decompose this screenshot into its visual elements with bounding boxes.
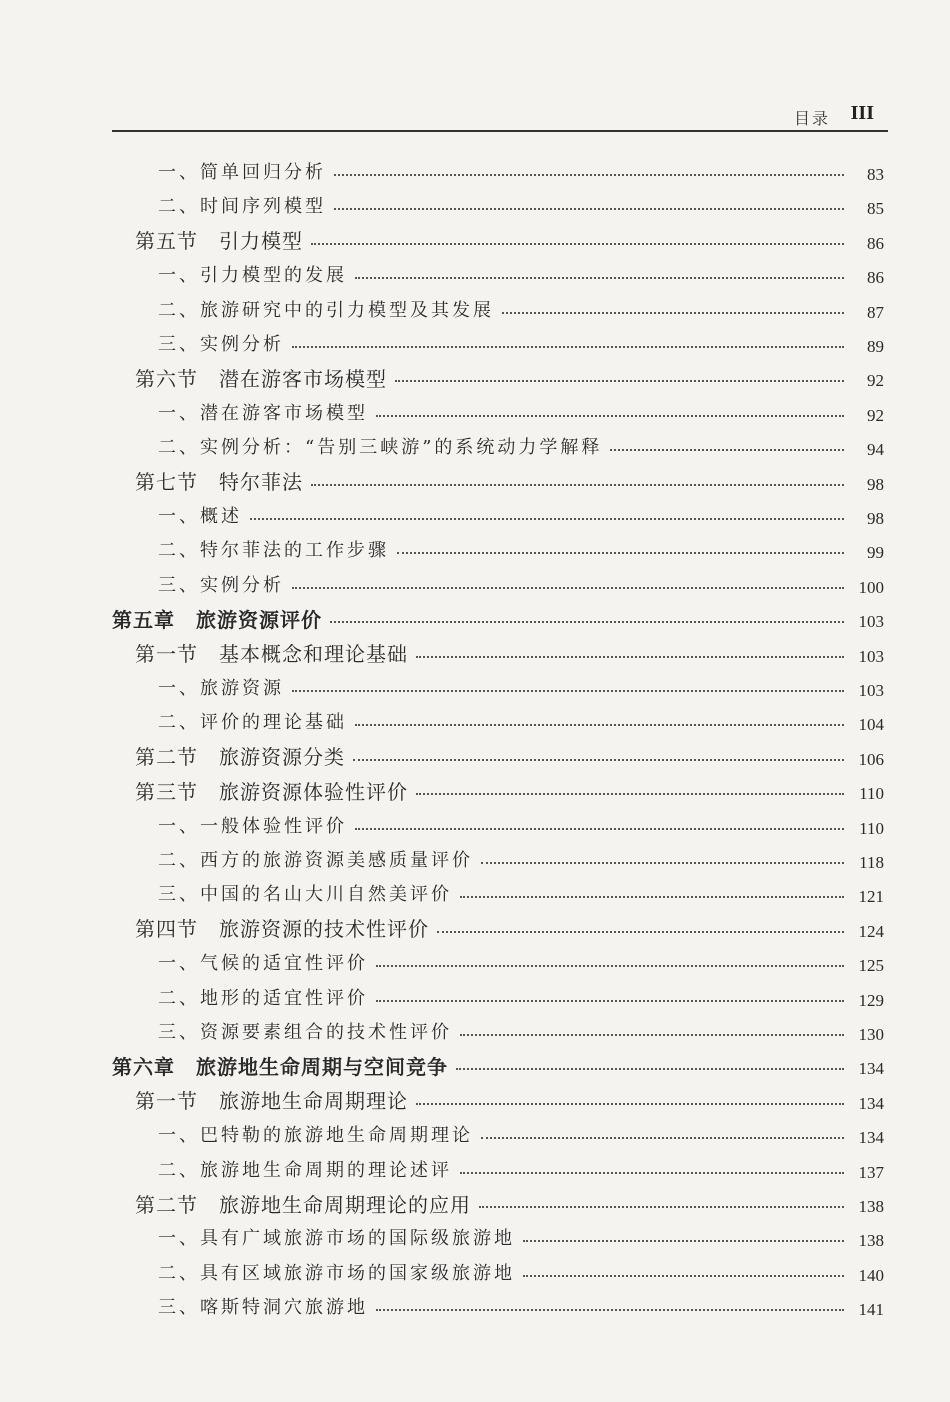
toc-entry-page: 138 xyxy=(858,1231,884,1251)
toc-entry-item[interactable] xyxy=(158,1117,884,1151)
toc-entry-page: 129 xyxy=(858,990,884,1010)
toc-entry-title: 一、简单回归分析 xyxy=(158,162,326,183)
toc-entry-title: 第二节 旅游地生命周期理论的应用 xyxy=(135,1192,471,1217)
dot-leader xyxy=(250,518,844,520)
toc-entry-page: 121 xyxy=(858,887,884,907)
toc-entry-page: 98 xyxy=(867,474,884,494)
dot-leader xyxy=(460,1172,844,1174)
toc-entry-title: 一、概述 xyxy=(158,506,242,527)
toc-entry-item[interactable] xyxy=(158,257,884,291)
dot-leader xyxy=(395,380,844,382)
toc-entry-page: 137 xyxy=(858,1162,884,1182)
toc-entry-title: 一、气候的适宜性评价 xyxy=(158,953,368,975)
toc-entry-item[interactable] xyxy=(158,567,884,601)
toc-entry-page: 141 xyxy=(858,1300,884,1320)
toc-entry-title: 二、评价的理论基础 xyxy=(158,712,347,734)
toc-entry-page: 138 xyxy=(858,1197,884,1216)
toc-entry-page: 110 xyxy=(859,818,884,838)
toc-entry-item[interactable] xyxy=(158,704,884,738)
dot-leader xyxy=(353,759,844,761)
toc-entry-page: 110 xyxy=(859,784,884,804)
toc-entry-page: 103 xyxy=(858,612,884,632)
dot-leader xyxy=(376,1000,844,1002)
toc-entry-title: 第四节 旅游资源的技术性评价 xyxy=(135,917,429,942)
toc-entry-item[interactable] xyxy=(158,429,884,463)
toc-entry-section[interactable] xyxy=(135,1186,884,1220)
dot-leader xyxy=(311,243,844,245)
toc-entry-title: 第二节 旅游资源分类 xyxy=(135,745,345,770)
dot-leader xyxy=(437,931,844,933)
toc-entry-section[interactable] xyxy=(135,223,884,257)
dot-leader xyxy=(502,312,844,314)
toc-entry-section[interactable] xyxy=(135,1083,884,1117)
toc-entry-page: 130 xyxy=(858,1025,884,1044)
toc-entry-page: 92 xyxy=(867,405,884,425)
toc-entry-title: 三、资源要素组合的技术性评价 xyxy=(158,1022,452,1043)
toc-entry-title: 第一节 旅游地生命周期理论 xyxy=(135,1089,408,1114)
dot-leader xyxy=(355,277,844,279)
toc-entry-title: 二、旅游研究中的引力模型及其发展 xyxy=(158,299,494,321)
toc-entry-page: 92 xyxy=(867,371,884,391)
toc-entry-item[interactable] xyxy=(158,945,884,979)
toc-entry-page: 94 xyxy=(867,440,884,460)
toc-entry-item[interactable] xyxy=(158,980,884,1014)
dot-leader xyxy=(481,862,844,864)
toc-entry-title: 第一节 基本概念和理论基础 xyxy=(135,642,408,667)
toc-entry-title: 第六节 潜在游客市场模型 xyxy=(135,366,387,391)
toc-entry-section[interactable] xyxy=(135,636,884,670)
dot-leader xyxy=(334,208,844,210)
toc-entry-title: 一、巴特勒的旅游地生命周期理论 xyxy=(158,1125,473,1147)
toc-entry-title: 第五章 旅游资源评价 xyxy=(112,607,322,632)
dot-leader xyxy=(460,896,844,898)
dot-leader xyxy=(376,415,844,417)
toc-entry-item[interactable] xyxy=(158,670,884,704)
toc-entry-page: 87 xyxy=(867,302,884,322)
dot-leader xyxy=(292,587,844,589)
toc-entry-page: 125 xyxy=(858,956,884,976)
toc-entry-item[interactable] xyxy=(158,292,884,326)
dot-leader xyxy=(610,449,844,451)
dot-leader xyxy=(523,1275,844,1277)
toc-entry-title: 三、中国的名山大川自然美评价 xyxy=(158,884,452,906)
toc-entry-item[interactable] xyxy=(158,498,884,532)
toc-entry-page: 134 xyxy=(858,1093,884,1113)
dot-leader xyxy=(460,1034,844,1036)
toc-entry-page: 83 xyxy=(867,165,884,184)
dot-leader xyxy=(292,346,844,348)
dot-leader xyxy=(334,174,844,176)
toc-entry-item[interactable] xyxy=(158,1289,884,1323)
dot-leader xyxy=(479,1206,844,1208)
toc-entry-page: 85 xyxy=(867,199,884,219)
toc-entry-page: 99 xyxy=(867,543,884,563)
toc-entry-item[interactable] xyxy=(158,154,884,188)
toc-entry-page: 106 xyxy=(858,749,884,769)
toc-entry-page: 103 xyxy=(858,681,884,700)
toc-entry-section[interactable] xyxy=(135,773,884,807)
toc-entry-title: 二、时间序列模型 xyxy=(158,196,326,218)
toc-entry-title: 二、西方的旅游资源美感质量评价 xyxy=(158,850,473,871)
toc-entry-page: 98 xyxy=(867,509,884,528)
toc-entry-title: 第三节 旅游资源体验性评价 xyxy=(135,779,408,804)
toc-entry-title: 第七节 特尔菲法 xyxy=(135,470,303,495)
toc-entry-page: 134 xyxy=(858,1059,884,1079)
dot-leader xyxy=(330,621,844,623)
toc-entry-title: 三、实例分析 xyxy=(158,574,284,596)
toc-entry-page: 104 xyxy=(858,715,884,735)
toc-entry-title: 二、特尔菲法的工作步骤 xyxy=(158,540,389,562)
toc-entry-item[interactable] xyxy=(158,326,884,360)
toc-entry-item[interactable] xyxy=(158,1152,884,1186)
dot-leader xyxy=(376,965,844,967)
toc-entry-section[interactable] xyxy=(135,911,884,945)
dot-leader xyxy=(397,552,844,554)
toc-entry-page: 118 xyxy=(859,853,884,872)
toc-entry-section[interactable] xyxy=(135,464,884,498)
dot-leader xyxy=(355,724,844,726)
toc-entry-page: 124 xyxy=(858,921,884,941)
dot-leader xyxy=(523,1240,844,1242)
dot-leader xyxy=(416,793,844,795)
toc-entry-page: 86 xyxy=(867,233,884,253)
toc-entry-chapter[interactable] xyxy=(112,1048,884,1082)
toc-entry-title: 二、旅游地生命周期的理论述评 xyxy=(158,1159,452,1181)
toc-entry-title: 二、地形的适宜性评价 xyxy=(158,987,368,1009)
header-label: 目录 xyxy=(793,109,830,128)
dot-leader xyxy=(311,484,844,486)
toc-entry-title: 第五节 引力模型 xyxy=(135,229,303,254)
toc-entry-title: 一、潜在游客市场模型 xyxy=(158,402,368,424)
dot-leader xyxy=(292,690,844,692)
header-page-number: III xyxy=(850,102,874,124)
toc-entry-page: 140 xyxy=(858,1265,884,1285)
toc-entry-item[interactable] xyxy=(158,1220,884,1254)
dot-leader xyxy=(376,1309,844,1311)
toc-entry-item[interactable] xyxy=(158,842,884,876)
dot-leader xyxy=(456,1068,844,1070)
toc-entry-page: 86 xyxy=(867,268,884,288)
toc-entry-title: 一、具有广域旅游市场的国际级旅游地 xyxy=(158,1228,515,1250)
toc-entry-page: 103 xyxy=(858,646,884,666)
running-header xyxy=(112,100,888,128)
dot-leader xyxy=(416,656,844,658)
toc-entry-item[interactable] xyxy=(158,395,884,429)
toc-entry-title: 一、引力模型的发展 xyxy=(158,265,347,287)
dot-leader xyxy=(481,1137,844,1139)
toc-entry-section[interactable] xyxy=(135,360,884,394)
toc-entry-page: 89 xyxy=(867,337,884,356)
toc-entry-item[interactable] xyxy=(158,808,884,842)
toc-entry-title: 一、一般体验性评价 xyxy=(158,815,347,837)
toc-entry-item[interactable] xyxy=(158,532,884,566)
toc-entry-title: 三、实例分析 xyxy=(158,334,284,355)
toc-entry-title: 第六章 旅游地生命周期与空间竞争 xyxy=(112,1054,448,1079)
toc-entry-chapter[interactable] xyxy=(112,601,884,635)
toc-entry-section[interactable] xyxy=(135,739,884,773)
toc-entry-title: 一、旅游资源 xyxy=(158,678,284,699)
toc-entry-title: 二、实例分析：“告别三峡游”的系统动力学解释 xyxy=(158,437,603,459)
header-rule xyxy=(112,130,888,132)
dot-leader xyxy=(355,828,844,830)
toc-entry-item[interactable] xyxy=(158,1014,884,1048)
toc-entry-page: 134 xyxy=(858,1128,884,1148)
toc-entry-page: 100 xyxy=(858,577,884,597)
toc-entry-item[interactable] xyxy=(158,1255,884,1289)
toc-entry-title: 二、具有区域旅游市场的国家级旅游地 xyxy=(158,1262,515,1284)
dot-leader xyxy=(416,1103,844,1105)
toc-entry-item[interactable] xyxy=(158,188,884,222)
toc-entry-title: 三、喀斯特洞穴旅游地 xyxy=(158,1297,368,1319)
toc-entry-item[interactable] xyxy=(158,876,884,910)
